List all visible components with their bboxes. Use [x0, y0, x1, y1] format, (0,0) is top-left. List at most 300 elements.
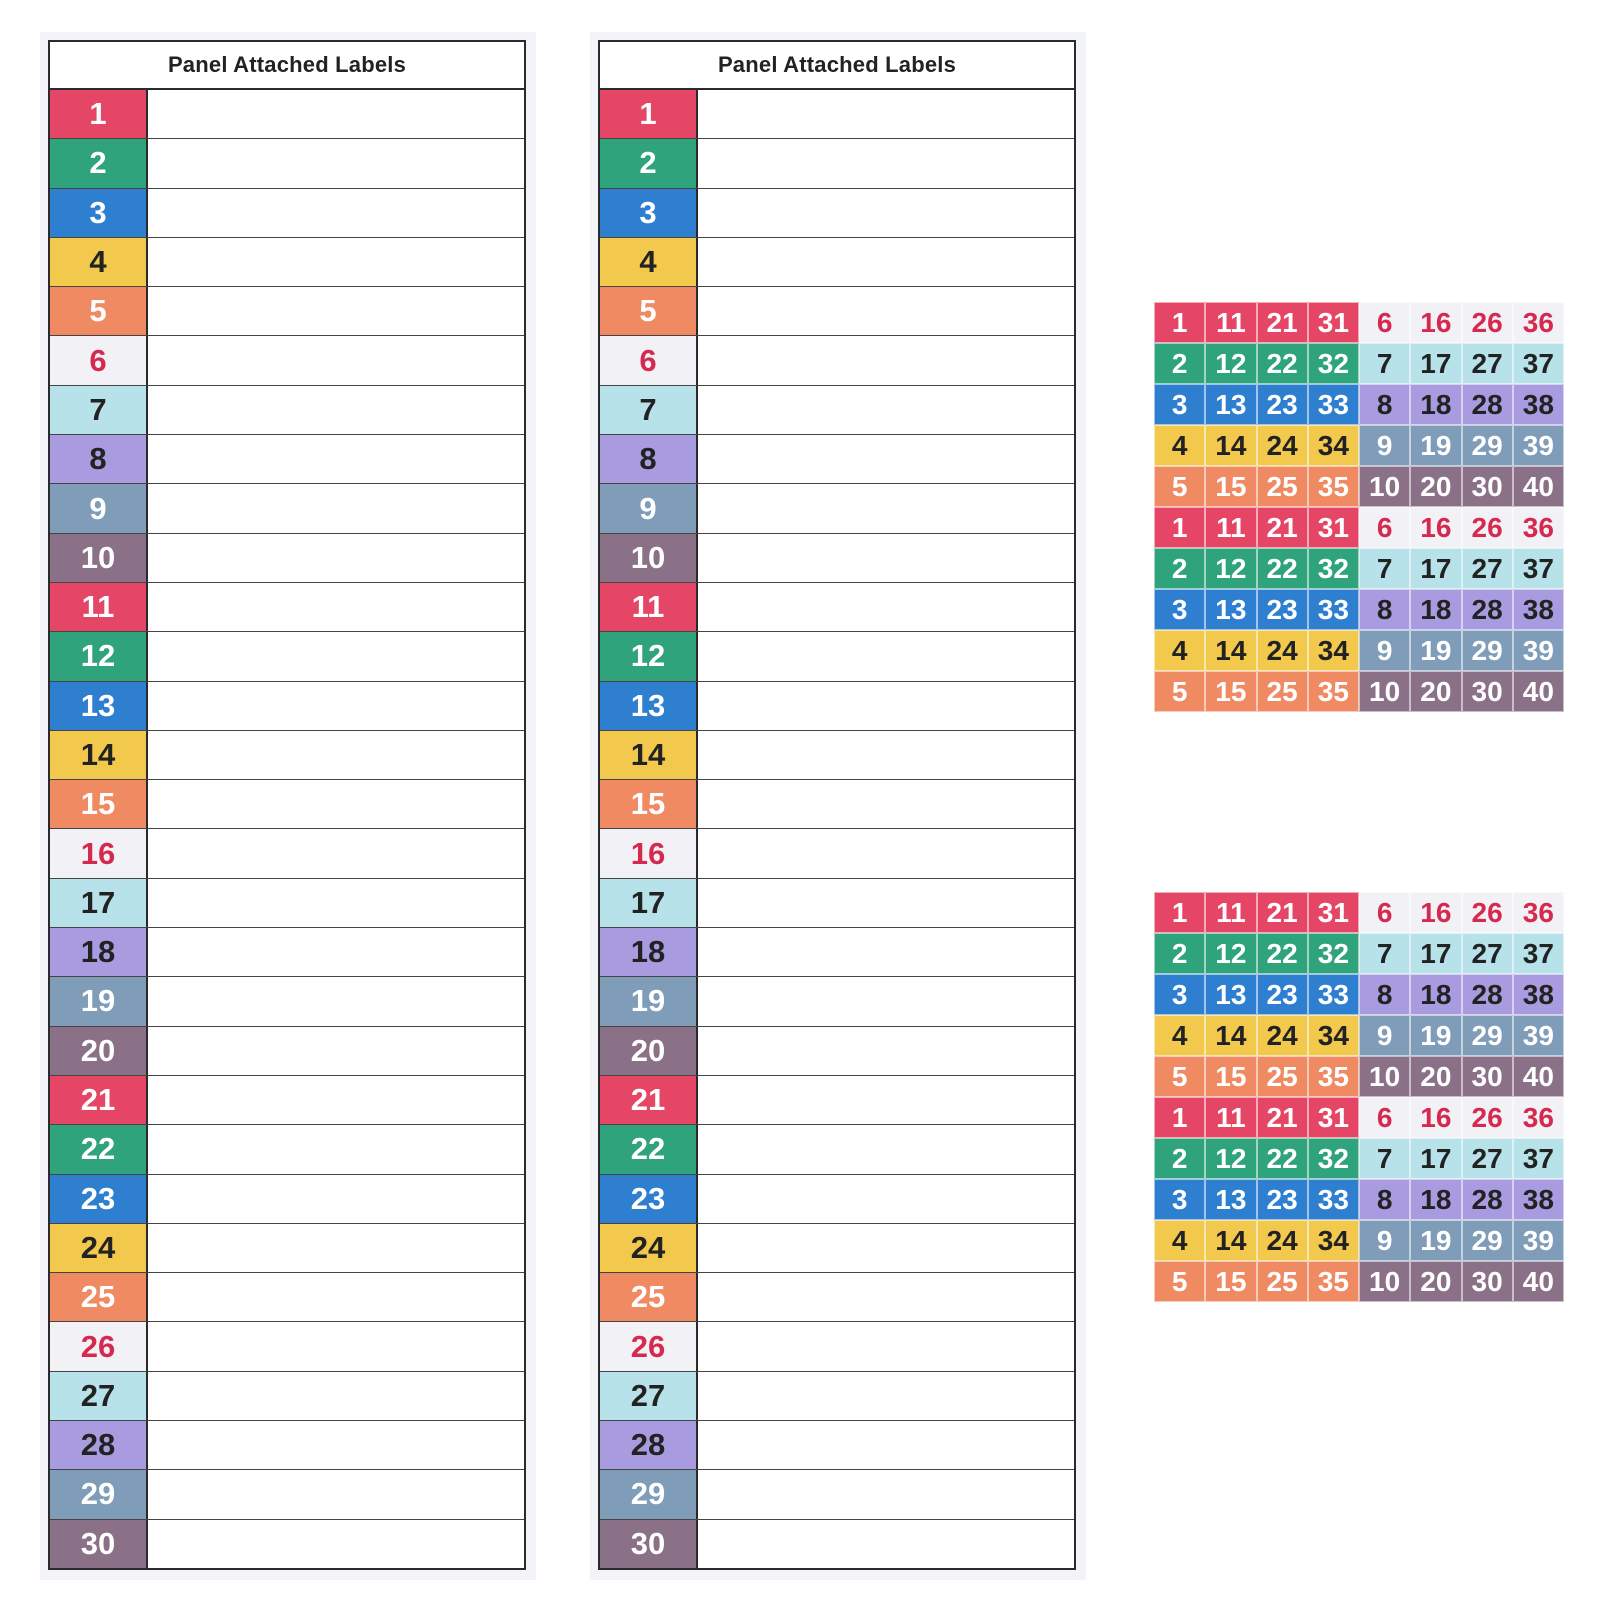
number-sticker: 18 — [1410, 589, 1461, 630]
label-number: 2 — [50, 139, 148, 187]
label-row — [50, 534, 524, 583]
label-number: 18 — [50, 928, 148, 976]
number-sticker: 1 — [1154, 892, 1205, 933]
label-row — [50, 731, 524, 780]
label-write-field[interactable] — [698, 287, 1074, 335]
label-write-field[interactable] — [148, 1372, 524, 1420]
number-sticker: 16 — [1410, 302, 1461, 343]
label-number: 5 — [50, 287, 148, 335]
label-write-field[interactable] — [698, 1273, 1074, 1321]
number-sticker: 16 — [1410, 507, 1461, 548]
number-sticker: 40 — [1513, 1261, 1564, 1302]
number-sticker: 16 — [1410, 1097, 1461, 1138]
number-sticker: 14 — [1205, 1015, 1256, 1056]
number-sticker: 37 — [1513, 933, 1564, 974]
number-sticker: 17 — [1410, 343, 1461, 384]
number-sticker: 39 — [1513, 1220, 1564, 1261]
number-sticker: 23 — [1257, 974, 1308, 1015]
number-sticker: 24 — [1257, 1015, 1308, 1056]
number-sticker: 8 — [1359, 589, 1410, 630]
label-write-field[interactable] — [698, 1027, 1074, 1075]
label-row — [600, 484, 1074, 533]
label-write-field[interactable] — [698, 928, 1074, 976]
label-number: 7 — [50, 386, 148, 434]
label-row — [600, 386, 1074, 435]
number-sticker: 38 — [1513, 1179, 1564, 1220]
number-sticker: 1 — [1154, 302, 1205, 343]
number-sticker: 1 — [1154, 1097, 1205, 1138]
label-number: 21 — [50, 1076, 148, 1124]
label-write-field[interactable] — [148, 731, 524, 779]
number-sticker: 11 — [1205, 507, 1256, 548]
label-row — [50, 90, 524, 139]
label-write-field[interactable] — [148, 682, 524, 730]
label-number: 3 — [50, 189, 148, 237]
label-write-field[interactable] — [698, 682, 1074, 730]
label-number: 1 — [50, 90, 148, 138]
label-write-field[interactable] — [148, 1322, 524, 1370]
number-sticker: 22 — [1257, 1138, 1308, 1179]
number-sticker: 15 — [1205, 1056, 1256, 1097]
label-number: 6 — [600, 336, 698, 384]
label-row — [50, 977, 524, 1026]
number-sticker: 28 — [1462, 974, 1513, 1015]
number-sticker: 25 — [1257, 671, 1308, 712]
number-sticker: 3 — [1154, 384, 1205, 425]
number-sticker: 10 — [1359, 671, 1410, 712]
number-sticker: 21 — [1257, 1097, 1308, 1138]
label-number: 9 — [600, 484, 698, 532]
label-write-field[interactable] — [148, 1520, 524, 1568]
label-row — [600, 977, 1074, 1026]
number-sticker: 26 — [1462, 302, 1513, 343]
number-sticker: 27 — [1462, 1138, 1513, 1179]
number-sticker: 24 — [1257, 630, 1308, 671]
number-sticker: 18 — [1410, 384, 1461, 425]
number-sticker: 39 — [1513, 630, 1564, 671]
label-row — [600, 682, 1074, 731]
label-row — [50, 139, 524, 188]
number-sticker: 20 — [1410, 1261, 1461, 1302]
number-sticker: 27 — [1462, 343, 1513, 384]
label-row — [50, 336, 524, 385]
number-sticker: 30 — [1462, 1056, 1513, 1097]
label-write-field[interactable] — [148, 1175, 524, 1223]
number-sticker: 38 — [1513, 384, 1564, 425]
label-row — [600, 287, 1074, 336]
number-sticker: 36 — [1513, 507, 1564, 548]
label-row — [600, 1421, 1074, 1470]
label-row — [600, 1175, 1074, 1224]
label-write-field[interactable] — [698, 977, 1074, 1025]
label-number: 16 — [50, 829, 148, 877]
label-row — [600, 1224, 1074, 1273]
label-number: 23 — [600, 1175, 698, 1223]
number-sticker: 37 — [1513, 343, 1564, 384]
label-row — [50, 287, 524, 336]
label-write-field[interactable] — [698, 1372, 1074, 1420]
number-sticker: 35 — [1308, 1056, 1359, 1097]
label-write-field[interactable] — [148, 1224, 524, 1272]
label-row — [600, 731, 1074, 780]
label-write-field[interactable] — [698, 534, 1074, 582]
label-number: 17 — [600, 879, 698, 927]
label-row — [50, 1175, 524, 1224]
label-row — [50, 1322, 524, 1371]
label-row — [50, 189, 524, 238]
label-number: 13 — [600, 682, 698, 730]
number-sticker: 7 — [1359, 933, 1410, 974]
number-sticker: 5 — [1154, 466, 1205, 507]
label-row — [50, 879, 524, 928]
label-number: 7 — [600, 386, 698, 434]
label-write-field[interactable] — [148, 780, 524, 828]
label-write-field[interactable] — [148, 977, 524, 1025]
label-write-field[interactable] — [148, 1076, 524, 1124]
label-write-field[interactable] — [698, 435, 1074, 483]
label-row — [600, 1322, 1074, 1371]
number-sticker: 26 — [1462, 892, 1513, 933]
label-row — [50, 682, 524, 731]
label-write-field[interactable] — [698, 1520, 1074, 1568]
label-number: 26 — [50, 1322, 148, 1370]
number-sticker: 3 — [1154, 974, 1205, 1015]
number-sticker: 21 — [1257, 892, 1308, 933]
label-write-field[interactable] — [148, 484, 524, 532]
number-sticker: 13 — [1205, 384, 1256, 425]
label-write-field[interactable] — [148, 879, 524, 927]
label-write-field[interactable] — [698, 1224, 1074, 1272]
number-sticker: 40 — [1513, 1056, 1564, 1097]
number-sticker: 19 — [1410, 630, 1461, 671]
label-number: 18 — [600, 928, 698, 976]
label-number: 25 — [600, 1273, 698, 1321]
number-sticker: 31 — [1308, 892, 1359, 933]
label-write-field[interactable] — [698, 1175, 1074, 1223]
number-sticker: 28 — [1462, 1179, 1513, 1220]
number-sticker: 35 — [1308, 1261, 1359, 1302]
label-write-field[interactable] — [148, 1421, 524, 1469]
number-sticker: 34 — [1308, 1015, 1359, 1056]
label-number: 12 — [50, 632, 148, 680]
number-sticker: 38 — [1513, 589, 1564, 630]
label-row — [50, 238, 524, 287]
label-write-field[interactable] — [148, 90, 524, 138]
label-row — [50, 1520, 524, 1568]
label-row — [600, 879, 1074, 928]
label-number: 27 — [50, 1372, 148, 1420]
label-write-field[interactable] — [148, 534, 524, 582]
label-write-field[interactable] — [698, 1076, 1074, 1124]
label-row — [600, 1372, 1074, 1421]
number-sticker: 2 — [1154, 1138, 1205, 1179]
label-write-field[interactable] — [148, 1125, 524, 1173]
number-sticker: 29 — [1462, 1220, 1513, 1261]
label-write-field[interactable] — [698, 879, 1074, 927]
number-sticker: 15 — [1205, 466, 1256, 507]
label-write-field[interactable] — [148, 1470, 524, 1518]
label-number: 20 — [50, 1027, 148, 1075]
number-sticker: 6 — [1359, 892, 1410, 933]
label-row — [50, 435, 524, 484]
label-number: 6 — [50, 336, 148, 384]
number-sticker: 24 — [1257, 425, 1308, 466]
label-write-field[interactable] — [148, 435, 524, 483]
label-panel-1 — [40, 32, 536, 1580]
number-sticker-sheet-2 — [1154, 892, 1564, 1302]
label-number: 25 — [50, 1273, 148, 1321]
number-sticker: 25 — [1257, 466, 1308, 507]
number-sticker: 31 — [1308, 302, 1359, 343]
number-sticker: 29 — [1462, 425, 1513, 466]
number-sticker: 17 — [1410, 1138, 1461, 1179]
label-number: 5 — [600, 287, 698, 335]
label-write-field[interactable] — [148, 386, 524, 434]
number-sticker: 12 — [1205, 1138, 1256, 1179]
number-sticker: 19 — [1410, 1220, 1461, 1261]
number-sticker: 32 — [1308, 933, 1359, 974]
label-write-field[interactable] — [698, 386, 1074, 434]
number-sticker: 7 — [1359, 548, 1410, 589]
label-number: 22 — [50, 1125, 148, 1173]
label-number: 29 — [600, 1470, 698, 1518]
label-number: 21 — [600, 1076, 698, 1124]
label-panel-2 — [590, 32, 1086, 1580]
label-row — [600, 1273, 1074, 1322]
panel-title: Panel Attached Labels — [600, 42, 1074, 90]
label-write-field[interactable] — [148, 1027, 524, 1075]
number-sticker: 14 — [1205, 630, 1256, 671]
label-row — [50, 928, 524, 977]
number-sticker: 5 — [1154, 1261, 1205, 1302]
number-sticker: 13 — [1205, 1179, 1256, 1220]
label-write-field[interactable] — [698, 583, 1074, 631]
label-number: 14 — [50, 731, 148, 779]
label-number: 3 — [600, 189, 698, 237]
label-write-field[interactable] — [148, 238, 524, 286]
number-sticker: 15 — [1205, 671, 1256, 712]
label-number: 29 — [50, 1470, 148, 1518]
number-sticker: 17 — [1410, 548, 1461, 589]
label-write-field[interactable] — [698, 1470, 1074, 1518]
number-sticker: 7 — [1359, 343, 1410, 384]
number-sticker: 36 — [1513, 302, 1564, 343]
label-number: 8 — [50, 435, 148, 483]
label-write-field[interactable] — [698, 1125, 1074, 1173]
label-row — [600, 139, 1074, 188]
label-number: 30 — [50, 1520, 148, 1568]
number-sticker: 29 — [1462, 1015, 1513, 1056]
label-number: 26 — [600, 1322, 698, 1370]
label-number: 24 — [600, 1224, 698, 1272]
label-number: 19 — [600, 977, 698, 1025]
number-sticker: 21 — [1257, 507, 1308, 548]
number-sticker: 9 — [1359, 630, 1410, 671]
label-write-field[interactable] — [148, 287, 524, 335]
number-sticker: 8 — [1359, 384, 1410, 425]
number-sticker: 8 — [1359, 1179, 1410, 1220]
number-sticker: 19 — [1410, 1015, 1461, 1056]
number-sticker: 38 — [1513, 974, 1564, 1015]
label-row — [600, 583, 1074, 632]
label-write-field[interactable] — [698, 1421, 1074, 1469]
label-write-field[interactable] — [148, 583, 524, 631]
number-sticker: 10 — [1359, 466, 1410, 507]
panel-title: Panel Attached Labels — [50, 42, 524, 90]
number-sticker: 25 — [1257, 1056, 1308, 1097]
label-row — [50, 829, 524, 878]
label-row — [600, 1470, 1074, 1519]
label-row — [600, 534, 1074, 583]
label-write-field[interactable] — [698, 632, 1074, 680]
label-row — [50, 1076, 524, 1125]
label-write-field[interactable] — [698, 336, 1074, 384]
label-number: 17 — [50, 879, 148, 927]
number-sticker: 36 — [1513, 892, 1564, 933]
label-write-field[interactable] — [698, 90, 1074, 138]
label-row — [50, 632, 524, 681]
number-sticker: 32 — [1308, 548, 1359, 589]
label-number: 13 — [50, 682, 148, 730]
number-sticker: 39 — [1513, 1015, 1564, 1056]
number-sticker: 30 — [1462, 671, 1513, 712]
label-row — [600, 829, 1074, 878]
label-write-field[interactable] — [698, 829, 1074, 877]
number-sticker: 11 — [1205, 302, 1256, 343]
number-sticker-sheet-1 — [1154, 302, 1564, 712]
number-sticker: 14 — [1205, 425, 1256, 466]
label-number: 22 — [600, 1125, 698, 1173]
number-sticker: 8 — [1359, 974, 1410, 1015]
label-number: 28 — [50, 1421, 148, 1469]
number-sticker: 10 — [1359, 1261, 1410, 1302]
number-sticker: 30 — [1462, 466, 1513, 507]
number-sticker: 13 — [1205, 589, 1256, 630]
number-sticker: 34 — [1308, 630, 1359, 671]
label-row — [50, 1372, 524, 1421]
label-number: 11 — [600, 583, 698, 631]
number-sticker: 21 — [1257, 302, 1308, 343]
label-number: 8 — [600, 435, 698, 483]
number-sticker: 20 — [1410, 1056, 1461, 1097]
number-sticker: 11 — [1205, 1097, 1256, 1138]
number-sticker: 31 — [1308, 507, 1359, 548]
number-sticker: 34 — [1308, 1220, 1359, 1261]
number-sticker: 10 — [1359, 1056, 1410, 1097]
number-sticker: 20 — [1410, 671, 1461, 712]
label-write-field[interactable] — [698, 189, 1074, 237]
label-row — [50, 1224, 524, 1273]
number-sticker: 3 — [1154, 589, 1205, 630]
number-sticker: 9 — [1359, 1015, 1410, 1056]
number-sticker: 23 — [1257, 1179, 1308, 1220]
label-number: 10 — [50, 534, 148, 582]
number-sticker: 28 — [1462, 589, 1513, 630]
label-number: 20 — [600, 1027, 698, 1075]
number-sticker: 39 — [1513, 425, 1564, 466]
label-number: 19 — [50, 977, 148, 1025]
label-row — [600, 90, 1074, 139]
label-row — [50, 1470, 524, 1519]
label-number: 16 — [600, 829, 698, 877]
number-sticker: 35 — [1308, 671, 1359, 712]
number-sticker: 7 — [1359, 1138, 1410, 1179]
number-sticker: 22 — [1257, 933, 1308, 974]
label-write-field[interactable] — [698, 238, 1074, 286]
number-sticker: 36 — [1513, 1097, 1564, 1138]
number-sticker: 27 — [1462, 933, 1513, 974]
number-sticker: 40 — [1513, 466, 1564, 507]
number-sticker: 27 — [1462, 548, 1513, 589]
label-write-field[interactable] — [698, 731, 1074, 779]
label-write-field[interactable] — [698, 1322, 1074, 1370]
label-number: 27 — [600, 1372, 698, 1420]
label-row — [50, 583, 524, 632]
number-sticker: 22 — [1257, 548, 1308, 589]
number-sticker: 6 — [1359, 507, 1410, 548]
number-sticker: 2 — [1154, 933, 1205, 974]
label-row — [600, 780, 1074, 829]
label-write-field[interactable] — [148, 928, 524, 976]
number-sticker: 40 — [1513, 671, 1564, 712]
number-sticker: 26 — [1462, 1097, 1513, 1138]
number-sticker: 13 — [1205, 974, 1256, 1015]
number-sticker: 18 — [1410, 1179, 1461, 1220]
label-write-field[interactable] — [698, 780, 1074, 828]
number-sticker: 4 — [1154, 1220, 1205, 1261]
number-sticker: 12 — [1205, 933, 1256, 974]
number-sticker: 1 — [1154, 507, 1205, 548]
label-row — [600, 336, 1074, 385]
number-sticker: 33 — [1308, 1179, 1359, 1220]
label-number: 1 — [600, 90, 698, 138]
label-row — [50, 1027, 524, 1076]
label-rows — [600, 90, 1074, 1568]
number-sticker: 28 — [1462, 384, 1513, 425]
number-sticker: 11 — [1205, 892, 1256, 933]
label-write-field[interactable] — [148, 1273, 524, 1321]
label-number: 24 — [50, 1224, 148, 1272]
label-row — [600, 189, 1074, 238]
label-write-field[interactable] — [148, 189, 524, 237]
label-write-field[interactable] — [148, 829, 524, 877]
label-row — [600, 435, 1074, 484]
label-write-field[interactable] — [148, 139, 524, 187]
number-sticker: 23 — [1257, 384, 1308, 425]
label-number: 9 — [50, 484, 148, 532]
label-row — [600, 1125, 1074, 1174]
label-write-field[interactable] — [148, 632, 524, 680]
number-sticker: 24 — [1257, 1220, 1308, 1261]
number-sticker: 16 — [1410, 892, 1461, 933]
label-row — [600, 1027, 1074, 1076]
label-row — [600, 1076, 1074, 1125]
label-number: 4 — [50, 238, 148, 286]
label-write-field[interactable] — [698, 139, 1074, 187]
number-sticker: 29 — [1462, 630, 1513, 671]
label-row — [50, 1273, 524, 1322]
number-sticker: 19 — [1410, 425, 1461, 466]
number-sticker: 12 — [1205, 548, 1256, 589]
label-write-field[interactable] — [148, 336, 524, 384]
number-sticker: 33 — [1308, 384, 1359, 425]
number-sticker: 22 — [1257, 343, 1308, 384]
number-sticker: 4 — [1154, 1015, 1205, 1056]
label-write-field[interactable] — [698, 484, 1074, 532]
number-sticker: 31 — [1308, 1097, 1359, 1138]
number-sticker: 32 — [1308, 343, 1359, 384]
label-number: 30 — [600, 1520, 698, 1568]
